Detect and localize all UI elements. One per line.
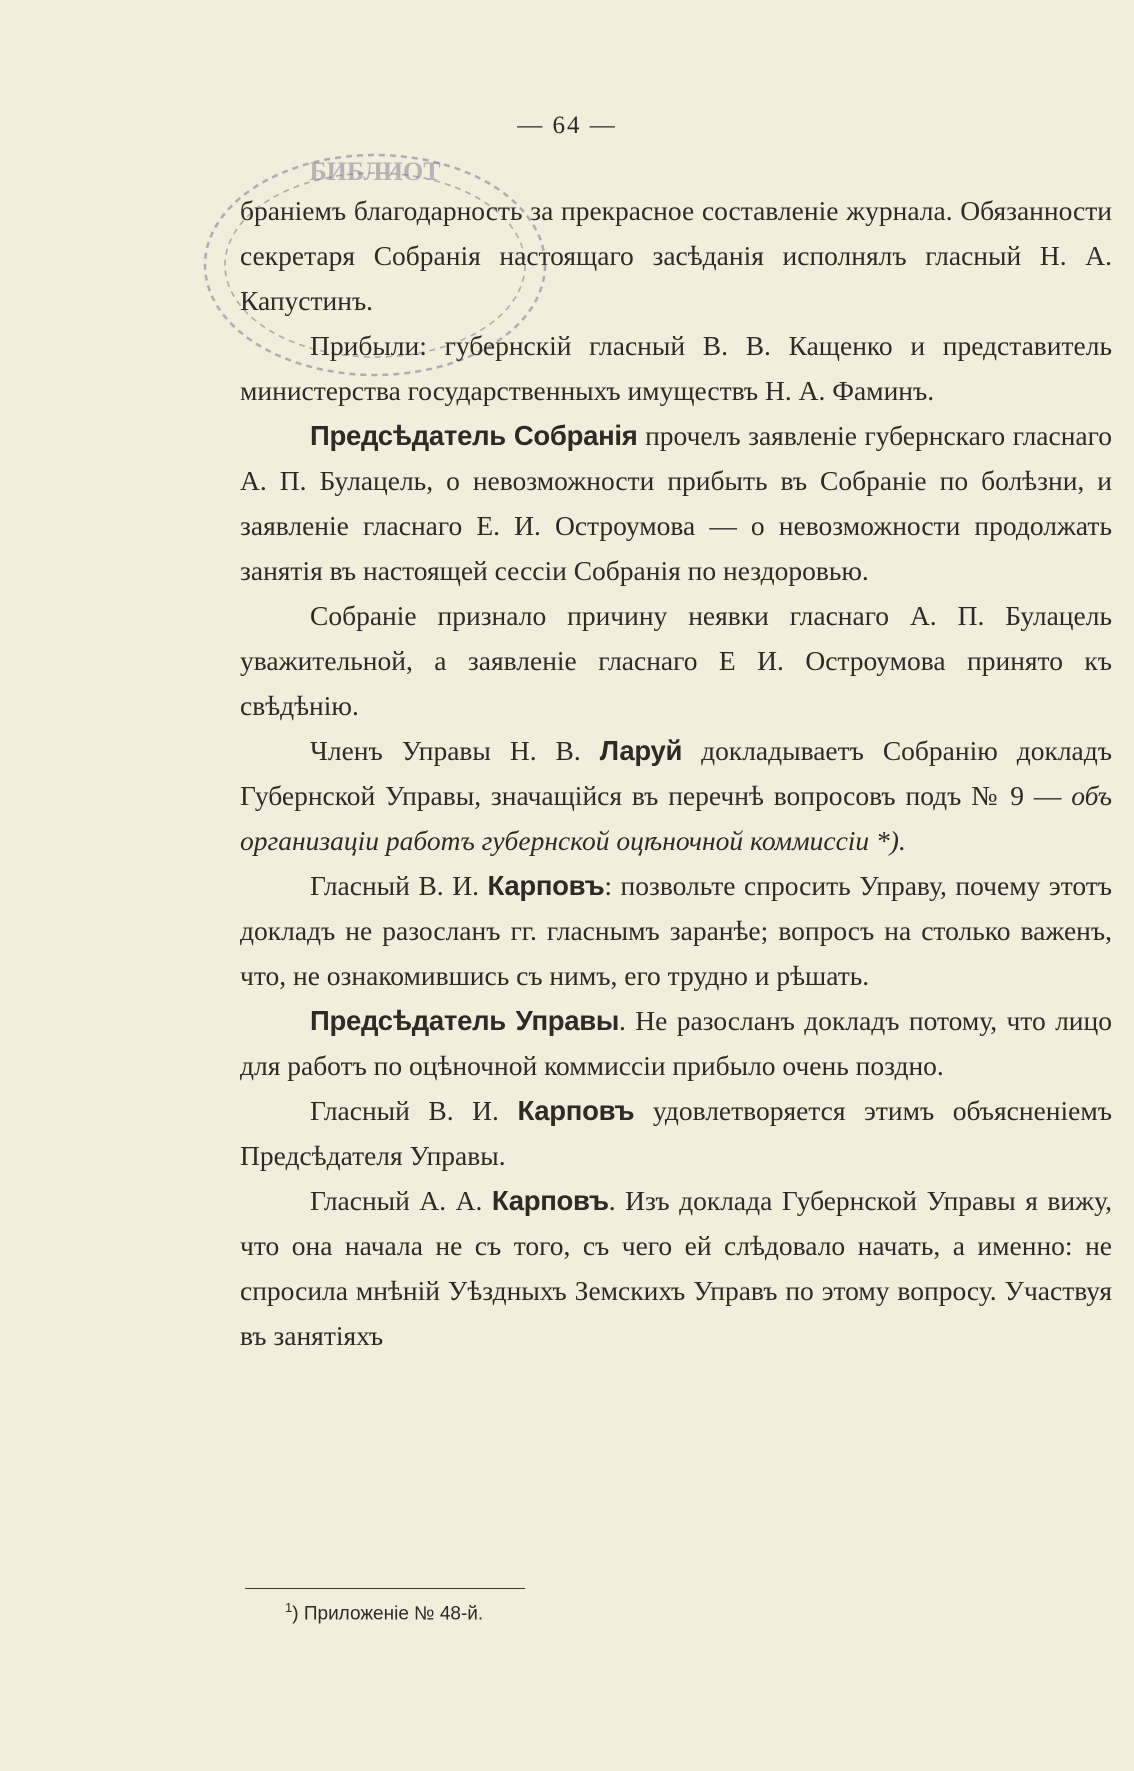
agenda-item-title: объ организаціи работъ губернской оцѣночной коммиссіи *). [240, 780, 1112, 856]
text-run: . Изъ доклада Губернской Управы я вижу, что она начала не съ того, съ чего ей слѣдовало начать, а именно: не спросила мнѣній Уѣздныхъ Земскихъ Управъ по этому вопросу. Участвуя въ занятіяхъ [240, 1185, 1112, 1351]
paragraph [240, 1178, 1112, 1358]
paragraph [240, 593, 1112, 728]
speaker-name: Карповъ [487, 870, 605, 901]
text-run: Гласный В. И. [310, 1095, 518, 1126]
paragraph [240, 863, 1112, 998]
text-run: браніемъ благодарность за прекрасное составленіе журнала. Обязанности секретаря Собранія настоящаго засѣданія исполнялъ гласный Н. А. Капустинъ. [240, 195, 1112, 316]
speaker-name: Карповъ [491, 1185, 609, 1216]
body-text [240, 188, 1112, 1358]
footnote-text: ) Приложеніе № 48-й. [292, 1603, 484, 1625]
text-run: Гласный А. А. [310, 1185, 492, 1216]
speaker-name: Карповъ [517, 1095, 635, 1126]
paragraph [240, 998, 1112, 1088]
paragraph [240, 323, 1112, 413]
speaker-name: Ларуй [599, 735, 683, 766]
text-run: Прибыли: губернскій гласный В. В. Кащенко и представитель министерства государственныхъ имуществъ Н. А. Фаминъ. [240, 330, 1112, 406]
text-run: Гласный В. И. [310, 870, 488, 901]
text-run: : позвольте спросить Управу, почему этотъ докладъ не разосланъ гг. гласнымъ заранѣе; вопросъ на столько важенъ, что, не ознакомившись съ нимъ, его трудно и рѣшать. [240, 870, 1113, 991]
speaker-name: Предсѣдатель Управы [310, 1005, 620, 1036]
paragraph [240, 1088, 1112, 1178]
text-run: удовлетворяется этимъ объясненіемъ Предсѣдателя Управы. [240, 1095, 1112, 1171]
speaker-name: Предсѣдатель Собранія [310, 420, 638, 451]
footnote-divider [245, 1588, 525, 1589]
paragraph [240, 728, 1112, 863]
text-run: докладываетъ Собранію докладъ Губернской Управы, значащійся въ перечнѣ вопросовъ подъ № 9 — [240, 735, 1112, 811]
text-run: прочелъ заявленіе губернскаго гласнаго А. П. Булацель, о невозможности прибыть въ Собраніе по болѣзни, и заявленіе гласнаго Е. И. Остроумова — о невозможности продолжать занятія въ настоящей сессіи Собранія по нездоровью. [240, 420, 1112, 586]
paragraph [240, 188, 1112, 323]
text-run: . Не разосланъ докладъ потому, что лицо для работъ по оцѣночной коммиссіи прибыло очень поздно. [240, 1005, 1112, 1081]
text-run: Собраніе признало причину неявки гласнаго А. П. Булацель уважительной, а заявленіе гласнаго Е И. Остроумова принято къ свѣдѣнію. [240, 600, 1112, 721]
paragraph [240, 413, 1112, 593]
footnote-mark: 1 [285, 1600, 293, 1615]
text-run: Членъ Управы Н. В. [310, 735, 600, 766]
stamp-text: БИБЛИОТ [309, 157, 441, 186]
footnote [285, 1600, 483, 1625]
page-number: — 64 — [517, 112, 617, 139]
